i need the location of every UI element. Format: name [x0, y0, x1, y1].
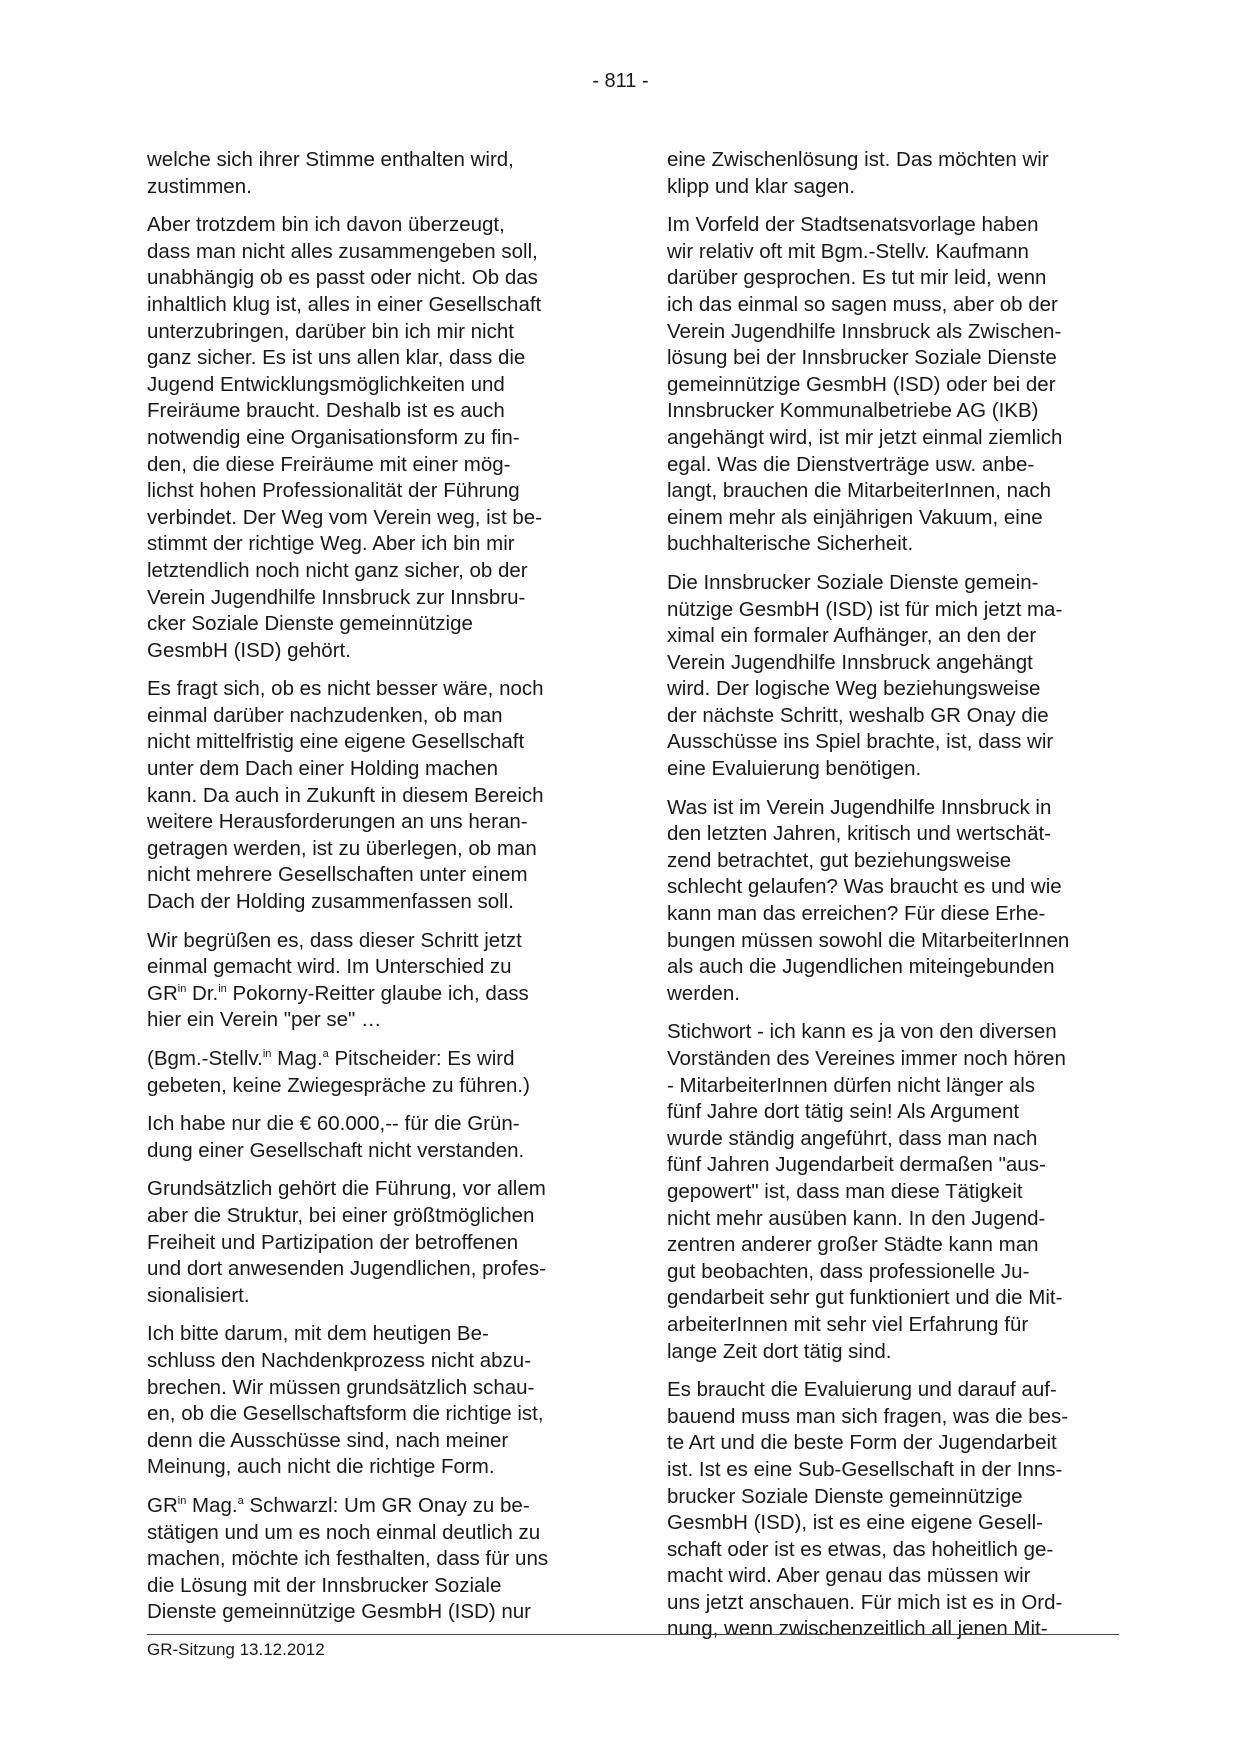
paragraph: Grundsätzlich gehört die Führung, vor allem aber die Struktur, bei einer größtmöglichen Freiheit und Partizipation der betroffenen und dort anwesenden Jugendlichen, profes- sionalisiert. — [147, 1177, 546, 1307]
superscript: in — [218, 982, 227, 995]
paragraph: Die Innsbrucker Soziale Dienste gemein- nützige GesmbH (ISD) ist für mich jetzt ma- ximal ein formaler Aufhänger, an den der Verein Jugendhilfe Innsbruck angehängt wird. Der logische Weg beziehungsweise der nächste Schritt, weshalb GR Onay die Ausschüsse ins Spiel brachte, ist, dass wir eine Evaluierung benötigen. — [667, 570, 1063, 781]
paragraph — [147, 928, 597, 1034]
speaker-paragraph — [147, 1493, 597, 1626]
text-run: Wir begrüßen es, dass dieser Schritt jetzt einmal gemacht wird. Im Unterschied zu GR — [147, 928, 522, 1005]
paragraph: Ich bitte darum, mit dem heutigen Be- schluss den Nachdenkprozess nicht abzu- brechen. Wir müssen grundsätzlich schau- en, ob die Gesellschaftsform die richtige ist, denn die Ausschüsse sind, nach meiner Meinung, auch nicht die richtige Form. — [147, 1322, 544, 1479]
text-run: Pitscheider: Es wird gebeten, keine Zwiegespräche zu führen.) — [147, 1047, 530, 1097]
paragraph: Im Vorfeld der Stadtsenatsvorlage haben wir relativ oft mit Bgm.-Stellv. Kaufmann darüber gesprochen. Es tut mir leid, wenn ich das einmal so sagen muss, aber ob der Verein Jugendhilfe Innsbruck als Zwischen- lösung bei der Innsbrucker Soziale Dienste gemeinnützige GesmbH (ISD) oder bei der Innsbrucker Kommunalbetriebe AG (IKB) angehängt wird, ist mir jetzt einmal ziemlich egal. Was die Dienstverträge usw. anbe- langt, brauchen die MitarbeiterInnen, nach einem mehr als einjährigen Vakuum, eine buchhalterische Sicherheit. — [667, 213, 1063, 556]
paragraph: Es fragt sich, ob es nicht besser wäre, noch einmal darüber nachzudenken, ob man nicht mittelfristig eine eigene Gesellschaft unter dem Dach einer Holding machen kann. Da auch in Zukunft in diesem Bereich weitere Herausforderungen an uns heran- getragen werden, ist zu überlegen, ob man nicht mehrere Gesellschaften unter einem Dach der Holding zusammenfassen soll. — [147, 677, 544, 914]
paragraph: welche sich ihrer Stimme enthalten wird, zustimmen. — [147, 148, 514, 198]
text-run: GR — [147, 1493, 178, 1517]
left-column — [147, 147, 597, 1638]
superscript: a — [322, 1048, 329, 1060]
paragraph: Stichwort - ich kann es ja von den diversen Vorständen des Vereines immer noch hören - MitarbeiterInnen dürfen nicht länger als fünf Jahre dort tätig sein! Als Argument wurde ständig angeführt, dass man nach fünf Jahren Jugendarbeit dermaßen "aus- gepowert" ist, dass man diese Tätigkeit nicht mehr ausüben kann. In den Jugend- zentren anderer großer Städte kann man gut beobachten, dass professionelle Ju- gendarbeit sehr gut funktioniert und die Mit- arbeiterInnen mit sehr viel Erfahrung für lange Zeit dort tätig sind. — [667, 1020, 1066, 1363]
right-column — [667, 147, 1119, 1655]
text-run: Mag. — [271, 1047, 323, 1070]
paragraph: eine Zwischenlösung ist. Das möchten wir klipp und klar sagen. — [667, 148, 1049, 198]
page-number: - 811 - — [592, 70, 649, 92]
paragraph: Ich habe nur die € 60.000,-- für die Grün- dung einer Gesellschaft nicht verstanden. — [147, 1112, 525, 1162]
paragraph: Aber trotzdem bin ich davon überzeugt, dass man nicht alles zusammengeben soll, unabhängig ob es passt oder nicht. Ob das inhaltlich klug ist, alles in einer Gesellschaft unterzubringen, darüber bin ich mir nicht ganz sicher. Es ist uns allen klar, dass die Jugend Entwicklungsmöglichkeiten und Freiräume braucht. Deshalb ist es auch notwendig eine Organisationsform zu fin- den, die diese Freiräume mit einer mög- lichst hohen Professionalität der Führung verbindet. Der Weg vom Verein weg, ist be- stimmt der richtige Weg. Aber ich bin mir letztendlich noch nicht ganz sicher, ob der Verein Jugendhilfe Innsbruck zur Innsbru- cker Soziale Dienste gemeinnützige GesmbH (ISD) gehört. — [147, 213, 542, 662]
paragraph: Was ist im Verein Jugendhilfe Innsbruck in den letzten Jahren, kritisch und wertschät- zend betrachtet, gut beziehungsweise schlecht gelaufen? Was braucht es und wie kann man das erreichen? Für diese Erhe- bungen müssen sowohl die MitarbeiterInnen als auch die Jugendlichen miteingebunden werden. — [667, 795, 1070, 1005]
text-run: Schwarzl: Um GR Onay zu be- stätigen und um es noch einmal deutlich zu machen, möchte ich festhalten, dass für uns die Lösung mit der Innsbrucker Soziale Dienste gemeinnützige GesmbH (ISD) nur — [147, 1493, 549, 1624]
superscript: a — [237, 1494, 244, 1507]
text-run: (Bgm.-Stellv. — [147, 1047, 263, 1070]
footer-divider — [147, 1634, 1119, 1635]
footer-session-label: GR-Sitzung 13.12.2012 — [147, 1640, 325, 1659]
superscript: in — [177, 1494, 187, 1507]
paragraph: Es braucht die Evaluierung und darauf auf- bauend muss man sich fragen, was die bes- te Art und die beste Form der Jugendarbeit ist. Ist es eine Sub-Gesellschaft in der Inns- brucker Soziale Dienste gemeinnützige GesmbH (ISD), ist es eine eigene Gesell- schaft oder ist es etwas, das hoheitlich ge- macht wird. Aber genau das müssen wir uns jetzt anschauen. Für mich ist es in Ord- nung, wenn zwischenzeitlich all jenen Mit- — [667, 1378, 1069, 1641]
superscript: in — [177, 982, 187, 995]
text-run: Pokorny-Reitter glaube ich, dass hier ein Verein "per se" … — [147, 981, 529, 1032]
text-run: Mag. — [186, 1493, 238, 1517]
interjection-paragraph — [147, 1046, 597, 1099]
text-run: Dr. — [186, 981, 219, 1005]
superscript: in — [262, 1048, 272, 1060]
